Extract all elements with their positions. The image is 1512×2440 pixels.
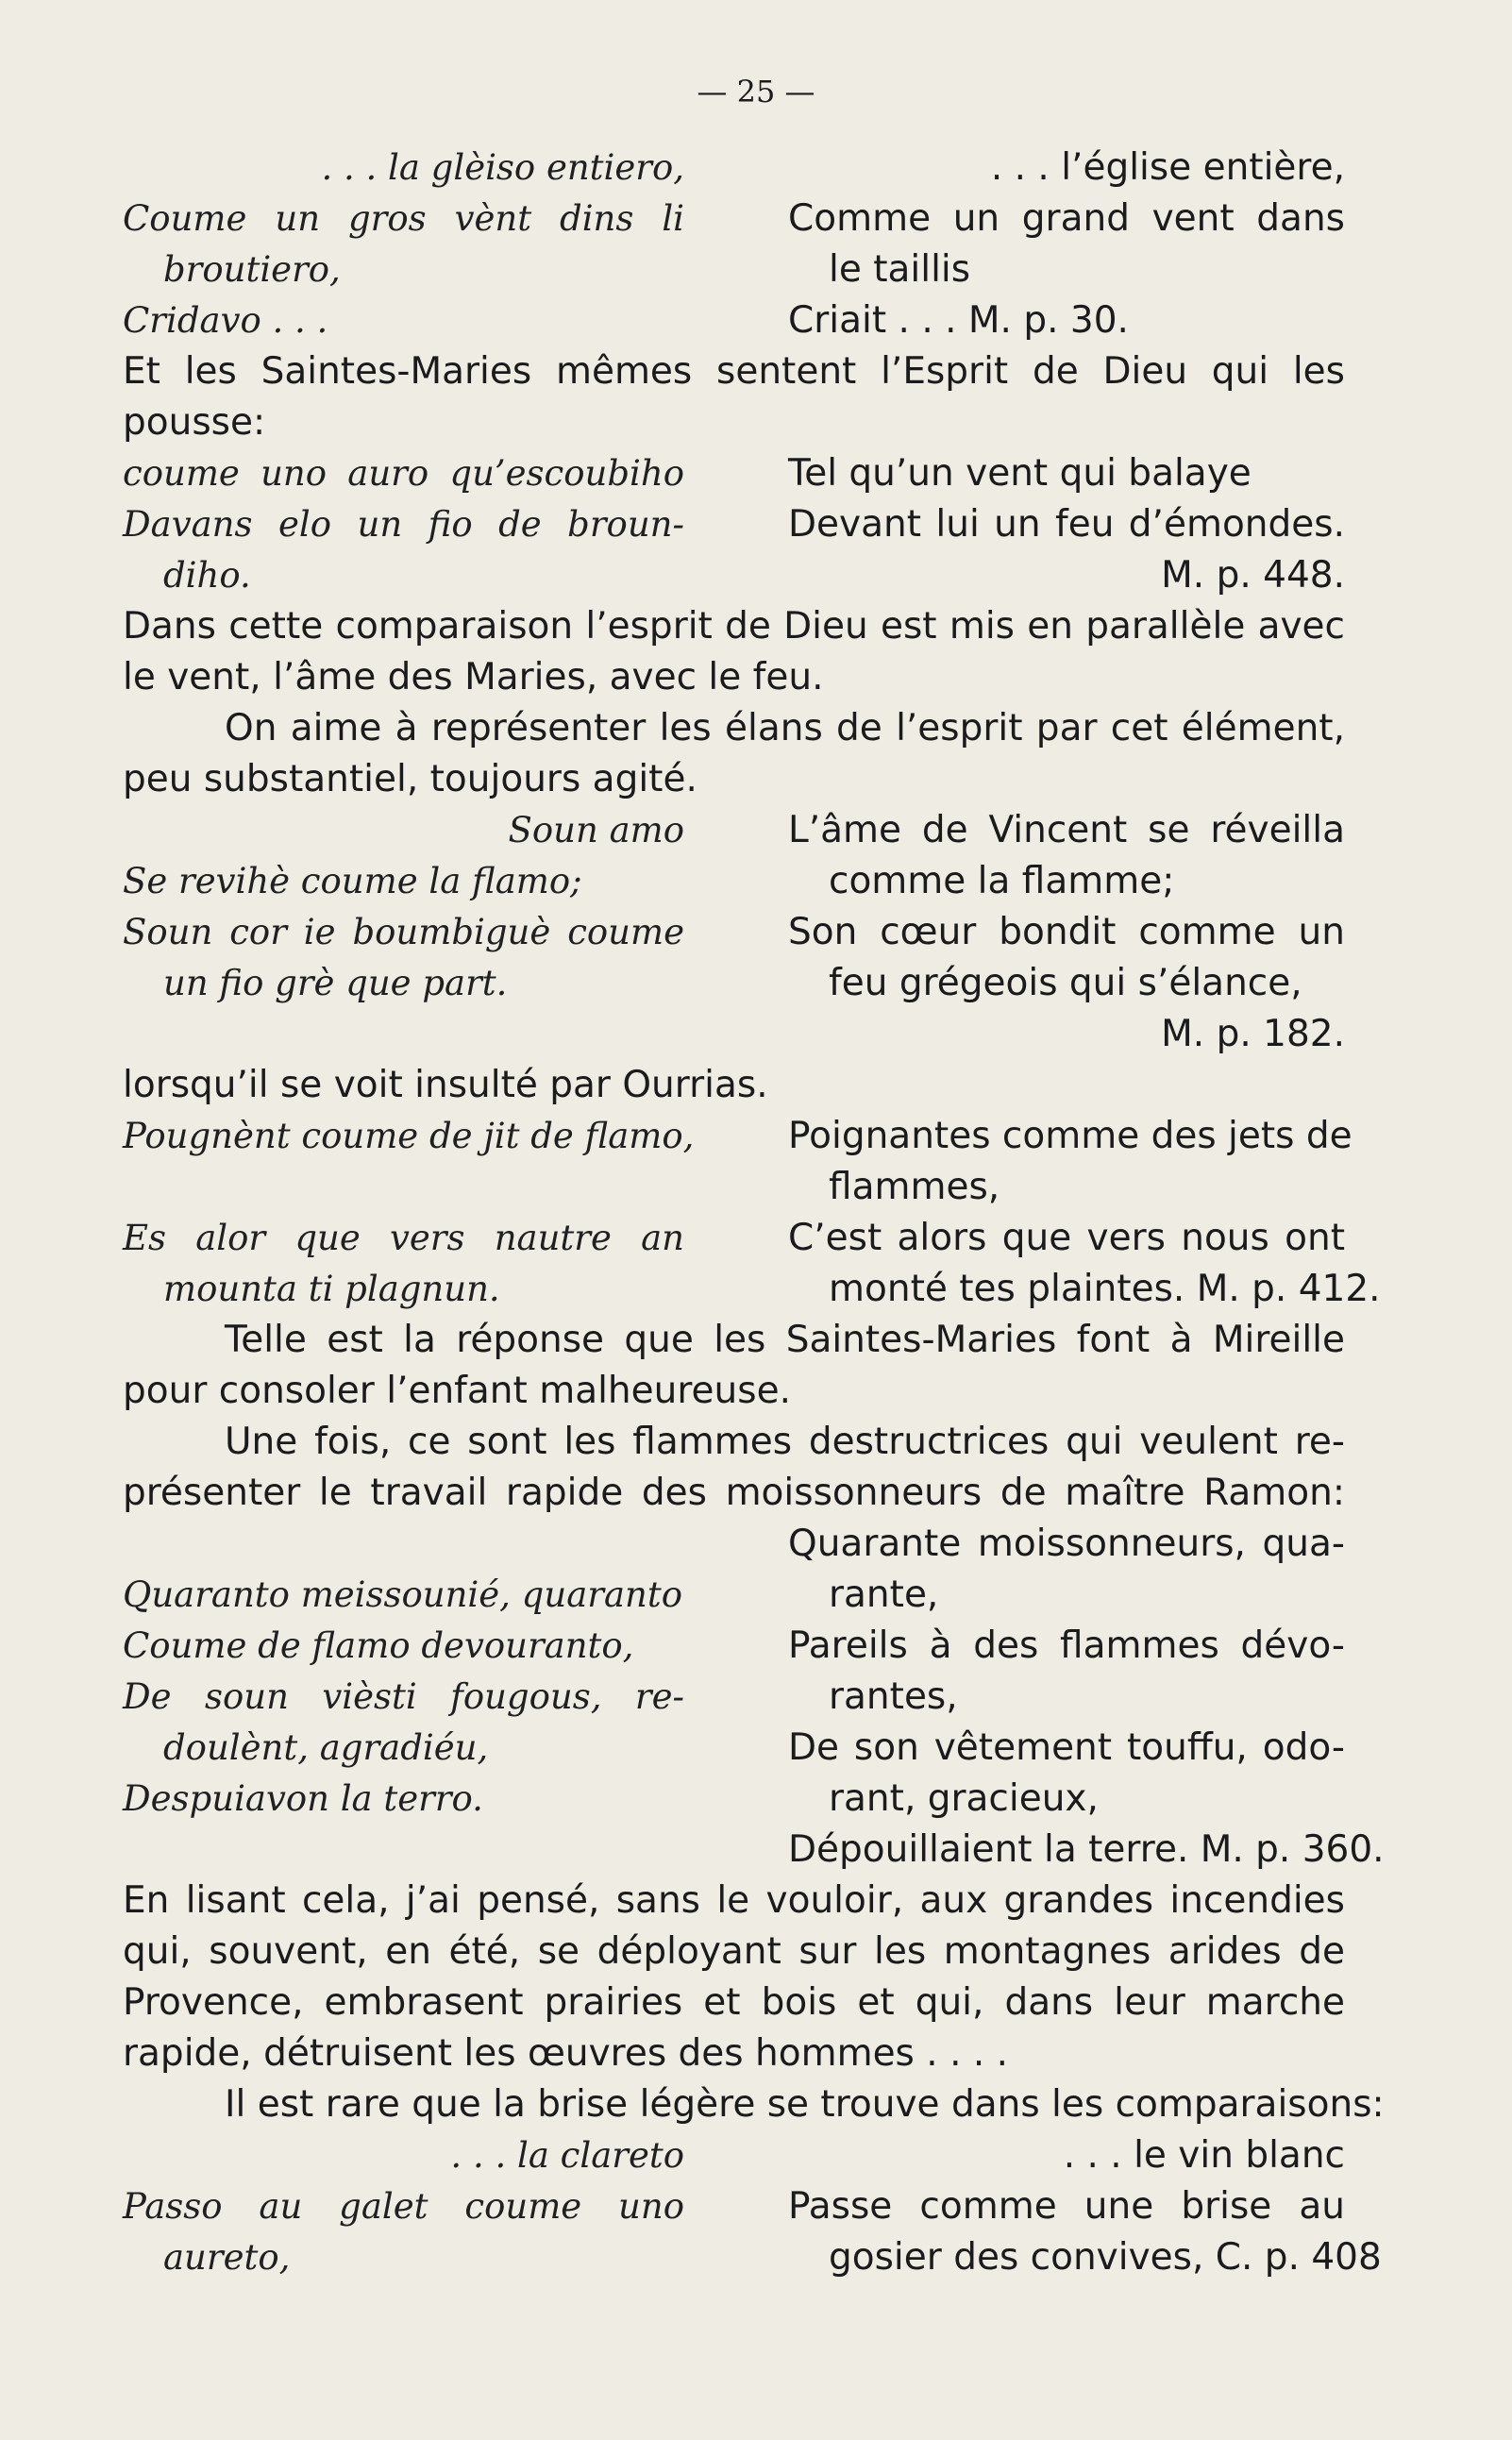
verse-french: Quarante moissonneurs, qua- xyxy=(788,1523,1345,1565)
verse-provencal: doulènt, agradiéu, xyxy=(163,1727,489,1768)
verse-provencal: Coume un gros vènt dins li xyxy=(123,198,684,239)
verse-french: feu grégeois qui s’élance, xyxy=(829,962,1302,1004)
paragraph-line: pour consoler l’enfant malheureuse. xyxy=(123,1370,791,1412)
verse-provencal: Coume de flamo devouranto, xyxy=(123,1625,634,1666)
verse-french: Tel qu’un vent qui balaye xyxy=(788,452,1252,495)
verse-french: C’est alors que vers nous ont xyxy=(788,1217,1345,1259)
paragraph-line: le vent, l’âme des Maries, avec le feu. xyxy=(123,656,824,698)
paragraph-line: pousse: xyxy=(123,401,266,444)
verse-provencal: un fio grè que part. xyxy=(163,963,508,1003)
paragraph-line: Provence, embrasent prairies et bois et qui, dans leur marche xyxy=(123,1981,1345,2024)
verse-french: . . . le vin blanc xyxy=(1063,2134,1345,2177)
paragraph-line: Il est rare que la brise légère se trouve dans les comparaisons: xyxy=(225,2083,1385,2126)
verse-french: Criait . . . M. p. 30. xyxy=(788,299,1129,342)
verse-provencal: mounta ti plagnun. xyxy=(163,1269,500,1309)
verse-provencal: Quaranto meissounié, quaranto xyxy=(123,1574,682,1615)
verse-reference: M. p. 448. xyxy=(1161,554,1345,597)
verse-french: rantes, xyxy=(829,1675,958,1718)
verse-french: Son cœur bondit comme un xyxy=(788,911,1345,953)
page-number: — 25 — xyxy=(697,74,815,109)
paragraph-line: rapide, détruisent les œuvres des hommes . . . . xyxy=(123,2032,1009,2075)
verse-french: le taillis xyxy=(829,248,971,291)
paragraph-line: Dans cette comparaison l’esprit de Dieu est mis en parallèle avec xyxy=(123,605,1345,648)
verse-provencal: broutiero, xyxy=(163,249,341,290)
verse-provencal: Soun cor ie boumbiguè coume xyxy=(123,912,684,952)
paragraph-line: lorsqu’il se voit insulté par Ourrias. xyxy=(123,1064,768,1106)
verse-provencal: diho. xyxy=(163,555,251,596)
paragraph-line: peu substantiel, toujours agité. xyxy=(123,758,697,800)
verse-french: L’âme de Vincent se réveilla xyxy=(788,809,1345,851)
paragraph-line: On aime à représenter les élans de l’esprit par cet élément, xyxy=(225,707,1345,749)
verse-french: Poignantes comme des jets de xyxy=(788,1115,1352,1157)
verse-reference: M. p. 182. xyxy=(1161,1013,1345,1055)
verse-french: Passe comme une brise au xyxy=(788,2185,1345,2228)
verse-provencal: Davans elo un fio de broun- xyxy=(123,504,684,545)
verse-french: . . . l’église entière, xyxy=(990,146,1345,189)
verse-french: Devant lui un feu d’émondes. xyxy=(788,503,1345,546)
verse-provencal: Cridavo . . . xyxy=(123,300,328,341)
verse-french: comme la flamme; xyxy=(829,860,1175,902)
verse-french: Pareils à des flammes dévo- xyxy=(788,1624,1345,1667)
paragraph-line: qui, souvent, en été, se déployant sur les montagnes arides de xyxy=(123,1930,1345,1973)
verse-provencal: Despuiavon la terro. xyxy=(123,1778,483,1819)
verse-french: monté tes plaintes. M. p. 412. xyxy=(829,1268,1381,1310)
verse-french: rant, gracieux, xyxy=(829,1777,1099,1820)
verse-provencal: Passo au galet coume uno xyxy=(123,2186,684,2227)
paragraph-line: Telle est la réponse que les Saintes-Maries font à Mireille xyxy=(225,1319,1345,1361)
verse-french: flammes, xyxy=(829,1166,1000,1208)
verse-provencal: aureto, xyxy=(163,2237,291,2278)
verse-french: gosier des convives, C. p. 408 xyxy=(829,2236,1382,2279)
verse-provencal: . . . la clareto xyxy=(450,2135,684,2176)
verse-provencal: Se revihè coume la flamo; xyxy=(123,861,582,901)
verse-french: De son vêtement touffu, odo- xyxy=(788,1726,1345,1769)
verse-french: Dépouillaient la terre. M. p. 360. xyxy=(788,1828,1385,1871)
verse-provencal: . . . la glèiso entiero, xyxy=(321,147,684,188)
verse-french: Comme un grand vent dans xyxy=(788,197,1345,240)
paragraph-line: Une fois, ce sont les flammes destructrices qui veulent re- xyxy=(225,1421,1345,1463)
verse-provencal: Pougnènt coume de jit de flamo, xyxy=(123,1116,695,1156)
verse-french: rante, xyxy=(829,1573,939,1616)
paragraph-line: présenter le travail rapide des moissonneurs de maître Ramon: xyxy=(123,1472,1345,1514)
verse-provencal: coume uno auro qu’escoubiho xyxy=(123,453,684,494)
verse-provencal: Soun amo xyxy=(508,810,684,850)
paragraph-line: Et les Saintes-Maries mêmes sentent l’Esprit de Dieu qui les xyxy=(123,350,1345,393)
verse-provencal: De soun vièsti fougous, re- xyxy=(123,1676,684,1717)
paragraph-line: En lisant cela, j’ai pensé, sans le vouloir, aux grandes incendies xyxy=(123,1879,1345,1922)
verse-provencal: Es alor que vers nautre an xyxy=(123,1218,684,1258)
